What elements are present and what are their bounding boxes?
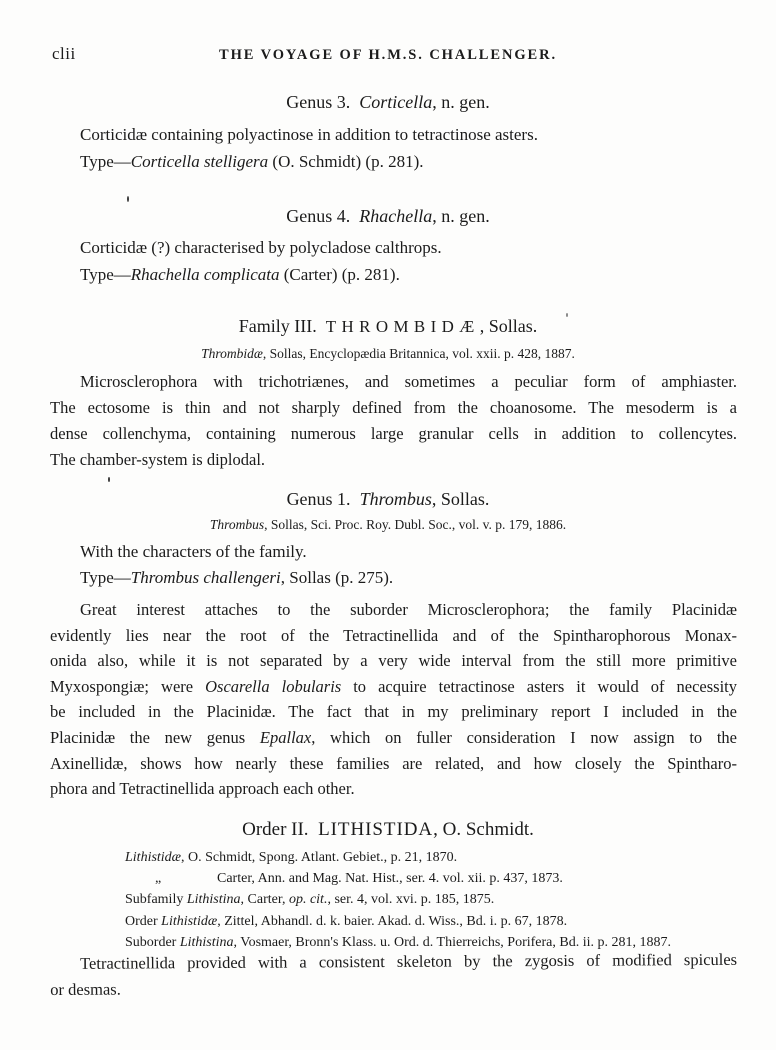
genus-4-description <box>50 234 736 288</box>
text-segment: , which on fuller consideration I now assign to the <box>311 727 737 747</box>
text-segment: (Carter) (p. 281). <box>279 265 400 284</box>
text-segment: LITHISTIDA <box>318 819 434 840</box>
text-line <box>0 517 776 533</box>
text-segment: , n. gen. <box>432 206 490 226</box>
text-line <box>125 889 748 910</box>
text-segment: Lithistina <box>186 892 241 908</box>
text-segment: Placinidæ the new genus <box>50 727 260 747</box>
text-line <box>80 539 736 565</box>
text-segment: , Sollas, Sci. Proc. Roy. Dubl. Soc., vol. v. p. 179, 1886. <box>264 517 567 532</box>
text-line <box>80 261 736 288</box>
text-line <box>50 623 737 649</box>
text-segment: be included in the Placinidæ. The fact that in my preliminary report I included in the <box>50 702 737 722</box>
text-segment: , Sollas (p. 275). <box>280 568 394 587</box>
text-line <box>50 395 737 421</box>
text-line <box>0 316 776 337</box>
text-line <box>125 868 748 889</box>
text-segment: , Sollas. <box>479 316 538 336</box>
text-line <box>125 847 748 868</box>
text-line <box>50 725 737 751</box>
text-segment: , n. gen. <box>432 92 490 112</box>
text-segment: The ectosome is thin and not sharply defined from the choanosome. The mesoderm is a <box>50 398 737 417</box>
text-line <box>125 911 748 932</box>
page-folio-number: clii <box>52 44 76 63</box>
text-segment: , Sollas. <box>431 489 490 509</box>
text-segment: Myxospongiæ; were <box>50 676 206 696</box>
text-segment: „ <box>155 871 162 887</box>
text-line <box>50 751 737 777</box>
text-segment: Oscarella lobularis <box>205 676 342 696</box>
family-3-heading <box>0 316 776 337</box>
text-line <box>50 674 737 700</box>
text-line <box>0 819 776 841</box>
text-segment: (O. Schmidt) (p. 281). <box>268 152 424 171</box>
text-segment: , Carter, <box>240 892 289 908</box>
genus-3-description <box>50 121 736 175</box>
text-segment: , ser. 4, vol. xvi. p. 185, 1875. <box>327 892 495 908</box>
text-line <box>80 565 736 591</box>
genus-4-heading <box>0 206 776 227</box>
text-line <box>50 447 737 473</box>
genus-3-heading <box>0 92 776 113</box>
discussion-paragraph <box>50 597 737 802</box>
text-segment: With the characters of the family. <box>80 542 307 561</box>
genus-1-heading <box>0 489 776 510</box>
text-segment: dense collenchyma, containing numerous large granular cells in addition to collencytes. <box>50 424 737 443</box>
text-segment: Type— <box>80 265 131 284</box>
text-line <box>0 346 776 362</box>
text-segment: Order <box>125 913 162 929</box>
text-segment: THROMBIDÆ <box>325 317 480 336</box>
text-segment: Corticidæ (?) characterised by polycladose calthrops. <box>80 238 442 257</box>
text-segment: Family III. <box>238 316 326 336</box>
text-segment: Microsclerophora with trichotriænes, and sometimes a peculiar form of amphiaster. <box>80 372 737 391</box>
text-segment: Rhachella <box>359 206 433 226</box>
text-line <box>80 121 736 148</box>
text-line <box>50 947 737 977</box>
text-segment: Thrombus <box>209 517 265 532</box>
text-segment: Lithistina <box>179 934 234 950</box>
text-line <box>0 206 776 227</box>
text-segment: Lithistidæ <box>161 913 218 929</box>
text-segment: Suborder <box>125 934 180 950</box>
scan-speck <box>566 313 568 317</box>
text-segment: Thrombus <box>359 489 432 509</box>
text-segment: phora and Tetractinellida approach each other. <box>50 779 355 799</box>
text-line <box>80 234 736 261</box>
text-line <box>50 776 737 802</box>
genus-1-description <box>50 539 736 591</box>
text-segment: , Sollas, Encyclopædia Britannica, vol. xxii. p. 428, 1887. <box>262 346 575 361</box>
order-2-diagnosis-paragraph <box>50 947 737 1003</box>
family-3-citation <box>0 346 776 362</box>
family-3-paragraph <box>50 369 737 473</box>
running-title: THE VOYAGE OF H.M.S. CHALLENGER. <box>219 47 557 63</box>
text-segment: , Zittel, Abhandl. d. k. baier. Akad. d. Wiss., Bd. i. p. 67, 1878. <box>217 913 568 929</box>
text-line <box>50 973 737 1003</box>
text-segment: Order II. <box>242 819 319 840</box>
text-segment: Corticella <box>359 92 433 112</box>
text-segment: Subfamily <box>125 892 187 908</box>
text-segment: Corticella stelligera <box>130 152 269 171</box>
scan-speck <box>108 477 110 482</box>
text-segment: Axinellidæ, shows how nearly these families are related, and how closely the Spintharo- <box>50 753 737 773</box>
text-segment: Great interest attaches to the suborder Microsclerophora; the family Placinidæ <box>80 600 737 619</box>
text-segment: Genus 1. <box>286 489 360 509</box>
text-segment: Epallax <box>259 727 312 747</box>
text-line <box>50 648 737 674</box>
text-segment: evidently lies near the root of the Tetractinellida and of the Spintharophorous Monax- <box>50 625 737 645</box>
text-segment: Type— <box>80 568 131 587</box>
order-2-synonymy-references <box>125 847 748 953</box>
text-line <box>80 148 736 175</box>
text-segment: Type— <box>80 152 131 171</box>
text-segment: onida also, while it is not separated by a very wide interval from the still more primitive <box>50 651 737 671</box>
text-segment: , Vosmaer, Bronn's Klass. u. Ord. d. Thierreichs, Porifera, Bd. ii. p. 281, 1887. <box>233 934 671 950</box>
text-segment: Thrombus challengeri <box>130 568 281 587</box>
text-segment: to acquire tetractinose asters it would of necessity <box>341 676 737 696</box>
text-segment: Carter, Ann. and Mag. Nat. Hist., ser. 4. vol. xii. p. 437, 1873. <box>217 871 563 887</box>
text-segment: The chamber-system is diplodal. <box>50 450 266 469</box>
text-line <box>50 699 737 725</box>
text-line <box>50 597 737 623</box>
text-segment: Genus 4. <box>286 206 360 226</box>
text-line <box>0 92 776 113</box>
text-segment: Rhachella complicata <box>130 265 280 284</box>
text-segment: Genus 3. <box>286 92 360 112</box>
text-segment: op. cit. <box>288 892 328 908</box>
text-segment: or desmas. <box>50 979 121 999</box>
order-2-heading <box>0 819 776 841</box>
text-line <box>50 369 737 395</box>
text-segment: , O. Schmidt, Spong. Atlant. Gebiet., p. 21, 1870. <box>181 850 458 865</box>
text-segment: Lithistidæ <box>125 850 182 865</box>
text-line <box>0 489 776 510</box>
genus-1-citation <box>0 517 776 533</box>
scan-speck <box>127 196 129 202</box>
text-segment: Corticidæ containing polyactinose in addition to tetractinose asters. <box>80 125 538 144</box>
text-segment: , O. Schmidt. <box>433 819 534 840</box>
text-segment: Thrombidæ <box>201 346 263 361</box>
text-line <box>50 421 737 447</box>
text-segment: Tetractinellida provided with a consistent skeleton by the zygosis of modified spicules <box>80 949 738 973</box>
